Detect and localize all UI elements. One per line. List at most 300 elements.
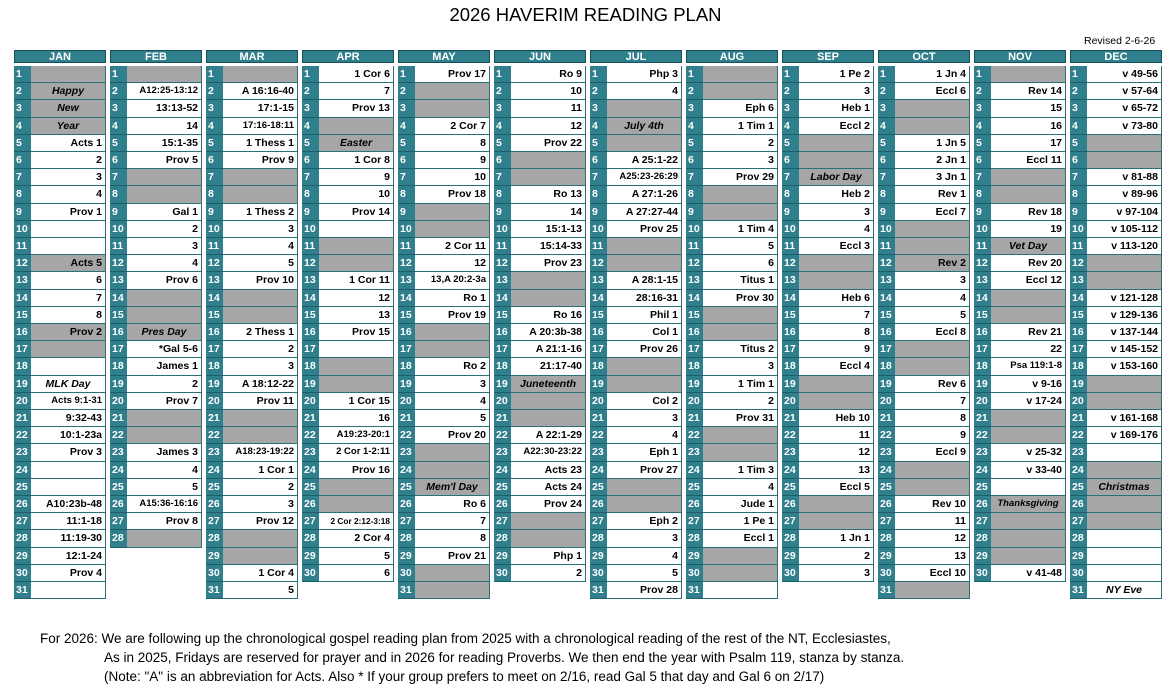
day-number: 30: [686, 565, 703, 582]
day-number: 2: [686, 83, 703, 100]
reading-cell: Prov 1: [31, 204, 106, 221]
day-number: 19: [14, 376, 31, 393]
day-row: [1070, 376, 1162, 393]
day-row: [590, 324, 682, 341]
day-number: 9: [1070, 204, 1087, 221]
day-row: [14, 152, 106, 169]
day-row: [974, 376, 1066, 393]
reading-cell: 12:1-24: [31, 548, 106, 565]
day-row: [1070, 135, 1162, 152]
reading-cell: [319, 341, 394, 358]
day-number: 3: [14, 100, 31, 117]
day-row: [974, 548, 1066, 565]
day-number: 28: [1070, 530, 1087, 547]
reading-cell: Prov 3: [31, 444, 106, 461]
day-row: [1070, 290, 1162, 307]
day-number: 20: [110, 393, 127, 410]
day-number: 27: [878, 513, 895, 530]
day-row: [590, 444, 682, 461]
reading-cell: [415, 324, 490, 341]
reading-cell: Eccl 4: [799, 358, 874, 375]
day-number: 16: [494, 324, 511, 341]
reading-cell: [415, 341, 490, 358]
day-row: [590, 238, 682, 255]
reading-cell: 4: [607, 548, 682, 565]
reading-cell: A 25:1-22: [607, 152, 682, 169]
reading-cell: 15:1-13: [511, 221, 586, 238]
day-row: [14, 272, 106, 289]
day-row: [398, 204, 490, 221]
reading-cell: [511, 169, 586, 186]
day-number: 10: [1070, 221, 1087, 238]
day-number: 13: [974, 272, 991, 289]
reading-cell: 1 Cor 6: [319, 66, 394, 83]
reading-cell: 4: [127, 462, 202, 479]
day-row: [206, 427, 298, 444]
day-number: 31: [14, 582, 31, 599]
reading-cell: Prov 23: [511, 255, 586, 272]
reading-cell: Phil 1: [607, 307, 682, 324]
day-row: [1070, 341, 1162, 358]
day-row: [14, 238, 106, 255]
day-number: 26: [206, 496, 223, 513]
day-row: [1070, 530, 1162, 547]
day-number: 15: [590, 307, 607, 324]
day-number: 10: [14, 221, 31, 238]
reading-cell: Prov 30: [703, 290, 778, 307]
day-number: 6: [974, 152, 991, 169]
day-row: [110, 290, 202, 307]
reading-cell: v 161-168: [1087, 410, 1162, 427]
day-number: 30: [1070, 565, 1087, 582]
day-number: 27: [110, 513, 127, 530]
day-number: 29: [1070, 548, 1087, 565]
reading-cell: 7: [415, 513, 490, 530]
reading-cell: Rev 6: [895, 376, 970, 393]
day-number: 30: [590, 565, 607, 582]
day-number: 3: [398, 100, 415, 117]
day-number: 3: [110, 100, 127, 117]
day-row: [494, 238, 586, 255]
month-oct: [878, 50, 970, 596]
reading-cell: [991, 410, 1066, 427]
day-row: [14, 444, 106, 461]
day-row: [590, 496, 682, 513]
reading-cell: [703, 83, 778, 100]
reading-cell: 9: [799, 341, 874, 358]
day-row: [206, 376, 298, 393]
day-row: [686, 479, 778, 496]
day-number: 21: [782, 410, 799, 427]
reading-cell: A15:36-16:16: [127, 496, 202, 513]
reading-cell: v 153-160: [1087, 358, 1162, 375]
reading-cell: 5: [415, 410, 490, 427]
reading-cell: 11: [799, 427, 874, 444]
day-number: 17: [494, 341, 511, 358]
day-number: 19: [494, 376, 511, 393]
day-row: [494, 376, 586, 393]
day-row: [878, 290, 970, 307]
reading-cell: [511, 393, 586, 410]
day-number: 12: [14, 255, 31, 272]
day-row: [782, 221, 874, 238]
reading-cell: Labor Day: [799, 169, 874, 186]
day-row: [974, 496, 1066, 513]
reading-cell: [895, 118, 970, 135]
reading-cell: A 27:27-44: [607, 204, 682, 221]
day-row: [1070, 324, 1162, 341]
reading-cell: [799, 255, 874, 272]
day-number: 18: [14, 358, 31, 375]
day-row: [878, 479, 970, 496]
reading-cell: [223, 427, 298, 444]
reading-cell: Rev 21: [991, 324, 1066, 341]
day-row: [110, 341, 202, 358]
day-number: 5: [878, 135, 895, 152]
reading-cell: [223, 548, 298, 565]
reading-cell: v 89-96: [1087, 186, 1162, 203]
day-number: 8: [110, 186, 127, 203]
day-row: [686, 444, 778, 461]
day-row: [878, 255, 970, 272]
day-row: [1070, 565, 1162, 582]
reading-cell: Thanksgiving: [991, 496, 1066, 513]
day-number: 7: [1070, 169, 1087, 186]
reading-cell: 1 Pe 1: [703, 513, 778, 530]
reading-cell: 1 Cor 1: [223, 462, 298, 479]
day-row: [974, 83, 1066, 100]
reading-cell: A10:23b-48: [31, 496, 106, 513]
reading-cell: [1087, 393, 1162, 410]
day-number: 29: [782, 548, 799, 565]
day-row: [686, 100, 778, 117]
day-number: 6: [110, 152, 127, 169]
reading-cell: Prov 18: [415, 186, 490, 203]
reading-cell: 17: [991, 135, 1066, 152]
day-number: 27: [974, 513, 991, 530]
day-row: [494, 204, 586, 221]
reading-cell: [703, 66, 778, 83]
day-row: [110, 204, 202, 221]
reading-cell: Acts 5: [31, 255, 106, 272]
day-row: [878, 513, 970, 530]
reading-cell: Vet Day: [991, 238, 1066, 255]
reading-cell: 1 Jn 5: [895, 135, 970, 152]
day-row: [494, 118, 586, 135]
day-row: [782, 479, 874, 496]
day-number: 10: [686, 221, 703, 238]
day-number: 2: [110, 83, 127, 100]
reading-cell: 7: [799, 307, 874, 324]
day-row: [878, 118, 970, 135]
reading-cell: [703, 307, 778, 324]
day-number: 26: [110, 496, 127, 513]
day-row: [14, 565, 106, 582]
day-row: [782, 135, 874, 152]
day-row: [1070, 100, 1162, 117]
day-number: 4: [878, 118, 895, 135]
day-row: [974, 307, 1066, 324]
day-number: 4: [974, 118, 991, 135]
day-row: [302, 427, 394, 444]
day-number: 31: [1070, 582, 1087, 599]
day-row: [878, 376, 970, 393]
day-number: 27: [302, 513, 319, 530]
reading-cell: Prov 27: [607, 462, 682, 479]
reading-cell: 11: [895, 513, 970, 530]
day-number: 11: [110, 238, 127, 255]
day-row: [782, 444, 874, 461]
day-row: [14, 410, 106, 427]
month-header: MAR: [206, 50, 298, 63]
day-number: 28: [782, 530, 799, 547]
day-row: [110, 307, 202, 324]
day-number: 2: [206, 83, 223, 100]
day-row: [14, 186, 106, 203]
reading-cell: [415, 100, 490, 117]
day-row: [782, 272, 874, 289]
reading-cell: A 18:12-22: [223, 376, 298, 393]
day-number: 9: [686, 204, 703, 221]
reading-cell: Mem'l Day: [415, 479, 490, 496]
reading-cell: 13,A 20:2-3a: [415, 272, 490, 289]
day-row: [590, 169, 682, 186]
day-row: [878, 393, 970, 410]
day-number: 19: [782, 376, 799, 393]
reading-cell: 4: [799, 221, 874, 238]
reading-cell: v 97-104: [1087, 204, 1162, 221]
day-row: [110, 186, 202, 203]
day-row: [206, 324, 298, 341]
reading-cell: 3: [223, 496, 298, 513]
reading-cell: [991, 307, 1066, 324]
day-number: 22: [494, 427, 511, 444]
day-number: 15: [782, 307, 799, 324]
day-row: [494, 186, 586, 203]
day-row: [1070, 152, 1162, 169]
day-row: [14, 169, 106, 186]
reading-cell: A19:23-20:1: [319, 427, 394, 444]
reading-cell: Prov 29: [703, 169, 778, 186]
day-row: [494, 135, 586, 152]
day-number: 25: [14, 479, 31, 496]
day-number: 10: [782, 221, 799, 238]
day-row: [302, 479, 394, 496]
day-row: [590, 513, 682, 530]
reading-cell: [127, 307, 202, 324]
day-row: [206, 204, 298, 221]
day-row: [398, 513, 490, 530]
reading-cell: July 4th: [607, 118, 682, 135]
day-number: 5: [686, 135, 703, 152]
day-row: [110, 66, 202, 83]
reading-cell: Psa 119:1-8: [991, 358, 1066, 375]
day-row: [686, 393, 778, 410]
reading-cell: [1087, 444, 1162, 461]
day-row: [206, 341, 298, 358]
day-row: [1070, 204, 1162, 221]
reading-cell: New: [31, 100, 106, 117]
reading-cell: Prov 24: [511, 496, 586, 513]
day-row: [398, 135, 490, 152]
reading-cell: [895, 479, 970, 496]
reading-cell: 4: [895, 290, 970, 307]
day-number: 29: [14, 548, 31, 565]
reading-cell: Eccl 5: [799, 479, 874, 496]
day-number: 12: [590, 255, 607, 272]
day-row: [494, 513, 586, 530]
day-row: [398, 462, 490, 479]
day-number: 9: [398, 204, 415, 221]
day-row: [782, 152, 874, 169]
day-row: [686, 582, 778, 599]
reading-cell: [607, 135, 682, 152]
day-row: [494, 221, 586, 238]
day-number: 18: [1070, 358, 1087, 375]
day-row: [110, 479, 202, 496]
day-row: [878, 83, 970, 100]
day-row: [782, 565, 874, 582]
reading-cell: 4: [223, 238, 298, 255]
day-number: 4: [398, 118, 415, 135]
day-number: 29: [206, 548, 223, 565]
day-number: 22: [974, 427, 991, 444]
day-number: 17: [1070, 341, 1087, 358]
day-row: [14, 462, 106, 479]
day-row: [206, 307, 298, 324]
reading-cell: 3: [415, 376, 490, 393]
day-number: 16: [14, 324, 31, 341]
day-number: 24: [878, 462, 895, 479]
reading-cell: Ro 13: [511, 186, 586, 203]
reading-cell: [1087, 135, 1162, 152]
day-row: [782, 307, 874, 324]
reading-cell: [799, 513, 874, 530]
day-row: [398, 186, 490, 203]
reading-cell: [511, 152, 586, 169]
reading-cell: 15: [991, 100, 1066, 117]
reading-cell: 2: [703, 135, 778, 152]
reading-cell: Eccl 6: [895, 83, 970, 100]
day-row: [590, 66, 682, 83]
day-number: 14: [398, 290, 415, 307]
day-number: 10: [302, 221, 319, 238]
reading-cell: 4: [607, 427, 682, 444]
reading-cell: Titus 2: [703, 341, 778, 358]
day-number: 1: [110, 66, 127, 83]
day-row: [686, 169, 778, 186]
reading-cell: Prov 15: [319, 324, 394, 341]
day-row: [206, 100, 298, 117]
day-number: 28: [686, 530, 703, 547]
reading-cell: Ro 1: [415, 290, 490, 307]
day-row: [206, 530, 298, 547]
day-row: [398, 496, 490, 513]
day-row: [782, 513, 874, 530]
month-header: DEC: [1070, 50, 1162, 63]
day-row: [110, 100, 202, 117]
day-row: [782, 462, 874, 479]
day-number: 24: [206, 462, 223, 479]
day-number: 15: [14, 307, 31, 324]
day-number: 2: [494, 83, 511, 100]
day-number: 1: [398, 66, 415, 83]
day-number: 26: [398, 496, 415, 513]
reading-cell: Prov 8: [127, 513, 202, 530]
reading-cell: Rev 2: [895, 255, 970, 272]
day-row: [1070, 582, 1162, 599]
reading-cell: [415, 462, 490, 479]
reading-cell: [1087, 462, 1162, 479]
day-number: 25: [686, 479, 703, 496]
reading-cell: 1 Pe 2: [799, 66, 874, 83]
day-row: [974, 427, 1066, 444]
day-row: [110, 272, 202, 289]
day-row: [878, 444, 970, 461]
reading-cell: Eccl 12: [991, 272, 1066, 289]
month-mar: [206, 50, 298, 596]
day-number: 27: [398, 513, 415, 530]
day-row: [302, 462, 394, 479]
reading-cell: [511, 272, 586, 289]
day-number: 9: [494, 204, 511, 221]
day-row: [110, 118, 202, 135]
reading-cell: 1 Cor 8: [319, 152, 394, 169]
day-row: [782, 548, 874, 565]
day-number: 1: [14, 66, 31, 83]
day-row: [206, 565, 298, 582]
reading-cell: Prov 7: [127, 393, 202, 410]
reading-cell: Prov 6: [127, 272, 202, 289]
day-row: [110, 324, 202, 341]
day-number: 16: [878, 324, 895, 341]
reading-cell: 5: [895, 307, 970, 324]
day-number: 21: [14, 410, 31, 427]
day-number: 23: [14, 444, 31, 461]
day-number: 23: [686, 444, 703, 461]
day-number: 6: [14, 152, 31, 169]
day-row: [14, 204, 106, 221]
day-number: 3: [206, 100, 223, 117]
day-row: [110, 496, 202, 513]
reading-cell: Col 2: [607, 393, 682, 410]
reading-cell: Eccl 8: [895, 324, 970, 341]
day-number: 11: [14, 238, 31, 255]
day-row: [206, 255, 298, 272]
day-row: [206, 462, 298, 479]
day-number: 24: [494, 462, 511, 479]
day-number: 5: [782, 135, 799, 152]
day-number: 20: [398, 393, 415, 410]
reading-cell: Eccl 1: [703, 530, 778, 547]
day-number: 1: [974, 66, 991, 83]
day-row: [1070, 444, 1162, 461]
day-number: 10: [398, 221, 415, 238]
reading-cell: [127, 66, 202, 83]
day-number: 29: [974, 548, 991, 565]
reading-cell: v 33-40: [991, 462, 1066, 479]
day-row: [1070, 548, 1162, 565]
day-number: 17: [590, 341, 607, 358]
month-nov: [974, 50, 1066, 579]
day-number: 2: [782, 83, 799, 100]
reading-cell: [991, 513, 1066, 530]
reading-cell: James 3: [127, 444, 202, 461]
day-row: [398, 479, 490, 496]
reading-cell: v 137-144: [1087, 324, 1162, 341]
day-number: 12: [974, 255, 991, 272]
reading-cell: [1087, 376, 1162, 393]
